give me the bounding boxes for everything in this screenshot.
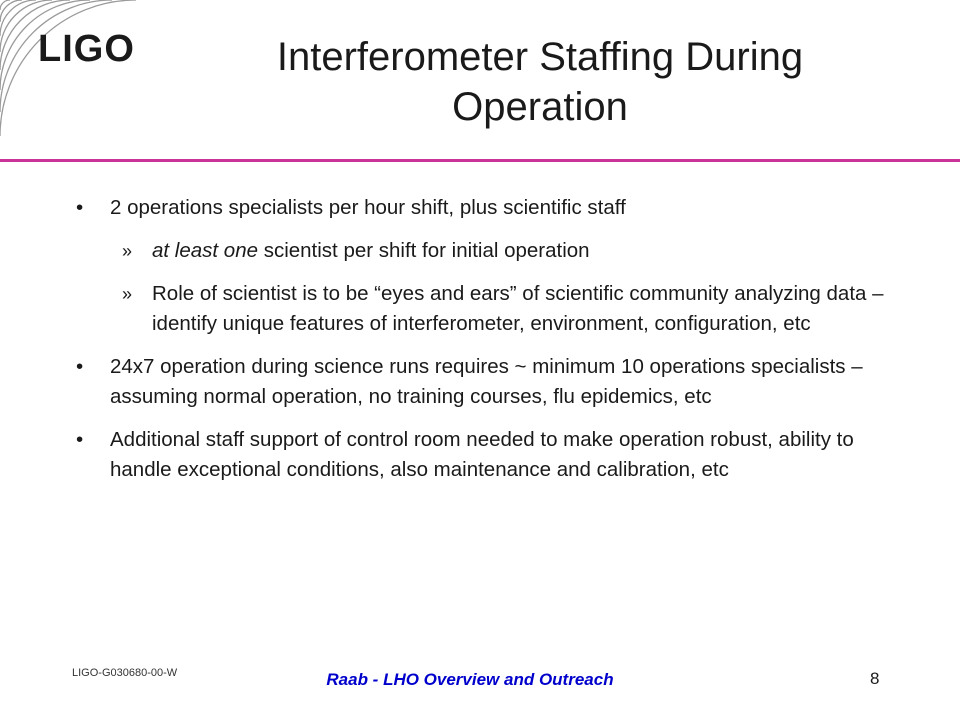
document-id: LIGO-G030680-00-W <box>72 667 178 679</box>
sub-bullet-marker: » <box>122 241 133 261</box>
bullet-text: Additional staff support of control room needed to make operation robust, ability to handle exceptional conditions, also maintenance and calibration, etc <box>110 428 854 481</box>
emphasis-text: at least one <box>152 239 258 262</box>
slide-body <box>72 193 892 498</box>
bullet-marker: • <box>76 196 84 219</box>
title-divider <box>0 159 960 162</box>
slide-title-line-2: Operation <box>452 85 628 129</box>
bullet-item <box>72 352 892 412</box>
page-number: 8 <box>870 669 880 688</box>
sub-bullet-marker: » <box>122 284 133 304</box>
sub-bullet-item <box>72 279 892 339</box>
bullet-text: 24x7 operation during science runs requires ~ minimum 10 operations specialists – assuming normal operation, no training courses, flu epidemics, etc <box>110 355 863 408</box>
sub-bullet-item <box>72 236 892 266</box>
slide-title-line-1: Interferometer Staffing During <box>276 35 804 79</box>
interferometer-arcs-icon <box>0 0 200 160</box>
sub-bullet-text: scientist per shift for initial operation <box>258 239 590 262</box>
slide-title <box>200 32 880 132</box>
footer-presentation-title: Raab - LHO Overview and Outreach <box>326 670 614 689</box>
ligo-logo: LIGO <box>38 28 135 70</box>
bullet-item <box>72 425 892 485</box>
bullet-marker: • <box>76 428 84 451</box>
sub-bullet-text: Role of scientist is to be “eyes and ears” of scientific community analyzing data – identify unique features of interferometer, environment, configuration, etc <box>152 282 884 335</box>
bullet-item <box>72 193 892 223</box>
bullet-marker: • <box>76 355 84 378</box>
bullet-text: 2 operations specialists per hour shift, plus scientific staff <box>110 196 626 219</box>
